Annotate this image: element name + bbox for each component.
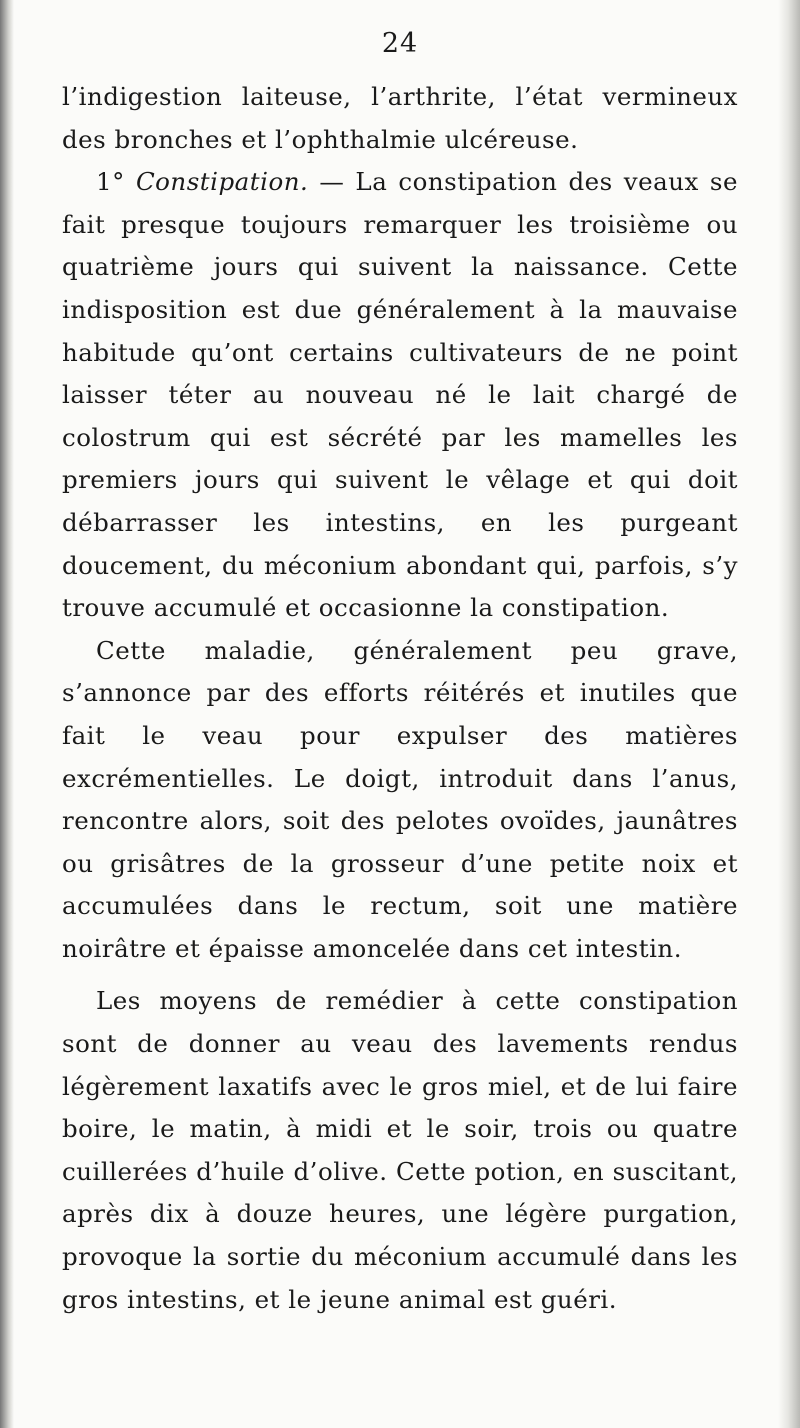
page-left-edge-shadow [0, 0, 14, 1428]
paragraph-text: — La constipation des veaux se fait presque toujours remarquer les troisième ou quatrième jours qui suivent la naissance. Cette indisposition est due généralement à la mauvaise habitude qu’ont certains cultivateurs de ne point laisser téter au nouveau né le lait chargé de colostrum qui est sécrété par les mamelles les premiers jours qui suivent le vêlage et qui doit débarrasser les intestins, en les purgeant doucement, du méconium abondant qui, parfois, s’y trouve accumulé et occasionne la constipation. [62, 167, 738, 623]
page-right-edge-shadow [778, 0, 800, 1428]
body-text [62, 76, 738, 1321]
section-title: Constipation. [135, 167, 309, 197]
page-number: 24 [381, 28, 419, 59]
paragraph-remedies: Les moyens de remédier à cette constipation sont de donner au veau des lavements rendus légèrement laxatifs avec le gros miel, et de lui faire boire, le matin, à midi et le soir, trois ou quatre cuillerées d’huile d’olive. Cette potion, en suscitant, après dix à douze heures, une légère purgation, provoque la sortie du méconium accumulé dans les gros intestins, et le jeune animal est guéri. [62, 986, 738, 1314]
paragraph-symptoms: Cette maladie, généralement peu grave, s’annonce par des efforts réitérés et inutiles que fait le veau pour expulser des matières excrémentielles. Le doigt, introduit dans l’anus, rencontre alors, soit des pelotes ovoïdes, jaunâtres ou grisâtres de la grosseur d’une petite noix et accumulées dans le rectum, soit une matière noirâtre et épaisse amoncelée dans cet intestin. [62, 635, 738, 963]
paragraph-continuation: l’indigestion laiteuse, l’arthrite, l’état vermineux des bronches et l’ophthalmie ulcéreuse. [62, 82, 738, 154]
paragraph-constipation-intro [62, 161, 738, 630]
section-number: 1° [96, 167, 125, 197]
